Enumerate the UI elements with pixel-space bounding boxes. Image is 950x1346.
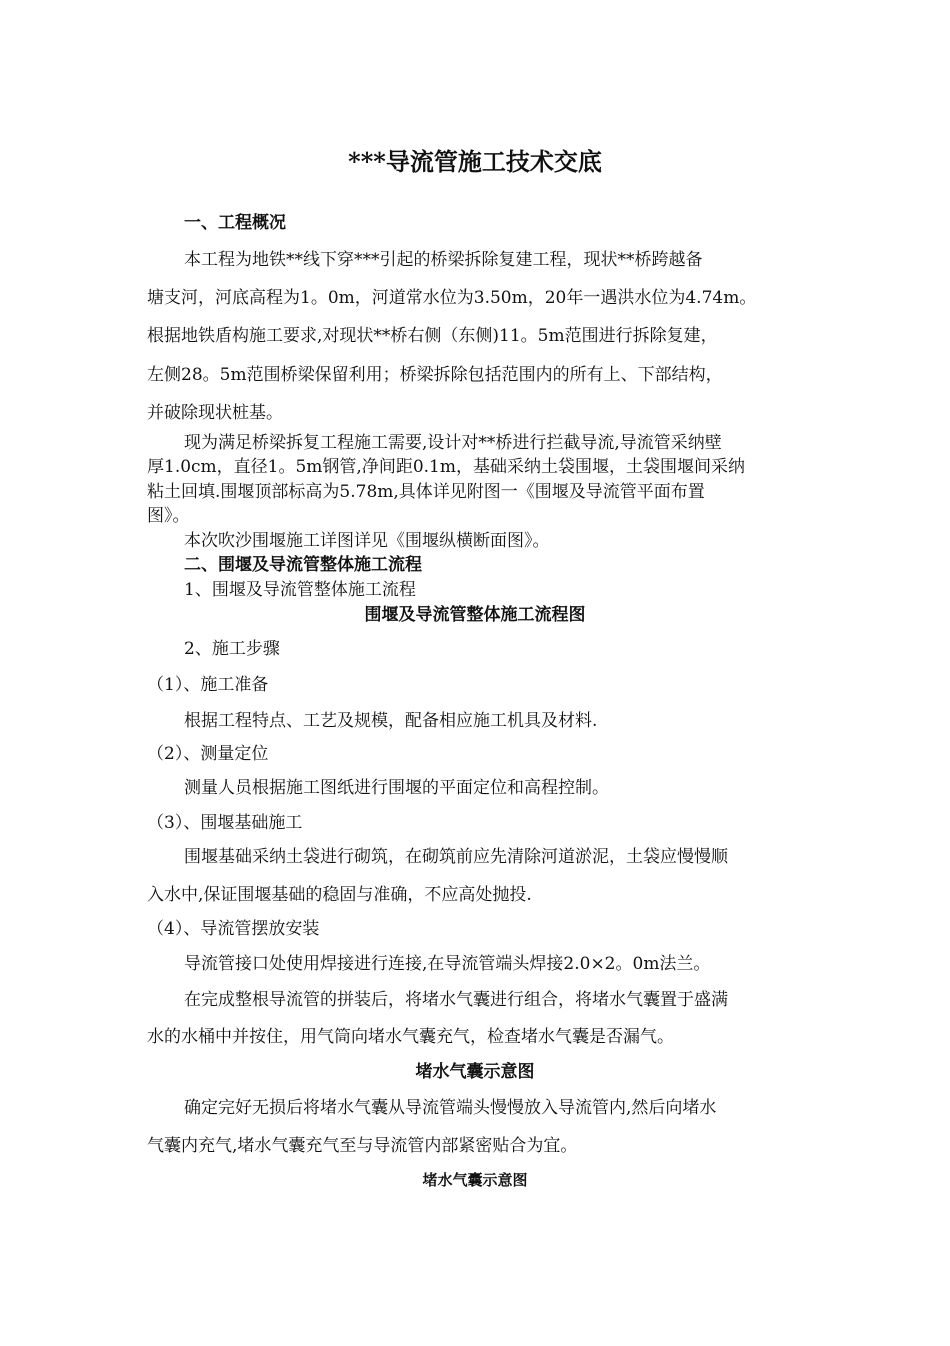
step-title: （2）、测量定位 <box>147 744 269 764</box>
step-text: 气囊内充气,堵水气囊充气至与导流管内部紧密贴合为宜。 <box>147 1136 578 1156</box>
subsection-heading: 1、围堰及导流管整体施工流程 <box>184 580 416 600</box>
step-text: 根据工程特点、工艺及规模，配备相应施工机具及材料. <box>184 711 598 731</box>
step-text: 确定完好无损后将堵水气囊从导流管端头慢慢放入导流管内,然后向堵水 <box>184 1098 717 1118</box>
step-text: 入水中,保证围堰基础的稳固与准确，不应高处抛投. <box>147 885 532 905</box>
step-text: 水的水桶中并按住，用气筒向堵水气囊充气，检查堵水气囊是否漏气。 <box>147 1027 674 1047</box>
figure-caption: 围堰及导流管整体施工流程图 <box>364 605 586 625</box>
paragraph-line: 塘支河，河底高程为1。0m，河道常水位为3.50m，20年一遇洪水位为4.74m。 <box>147 288 757 308</box>
paragraph-line: 现为满足桥梁拆复工程施工需要,设计对**桥进行拦截导流,导流管采纳壁 <box>184 433 722 453</box>
paragraph-line: 根据地铁盾构施工要求,对现状**桥右侧（东侧)11。5m范围进行拆除复建， <box>147 326 718 346</box>
step-text: 围堰基础采纳土袋进行砌筑，在砌筑前应先清除河道淤泥，土袋应慢慢顺 <box>184 847 728 867</box>
document-title: ***导流管施工技术交底 <box>348 147 602 176</box>
figure-caption: 堵水气囊示意图 <box>415 1062 535 1082</box>
section-heading-overview: 一、工程概况 <box>184 213 286 233</box>
paragraph-line: 本次吹沙围堰施工详图详见《围堰纵横断面图》。 <box>184 531 550 551</box>
paragraph-line: 厚1.0cm，直径1。5m钢管,净间距0.1m，基础采纳土袋围堰，土袋围堰间采纳 <box>147 457 745 477</box>
step-title: （3）、围堰基础施工 <box>147 813 303 833</box>
subsection-heading: 2、施工步骤 <box>184 639 280 659</box>
section-heading-process: 二、围堰及导流管整体施工流程 <box>184 555 422 575</box>
paragraph-line: 图》。 <box>147 506 190 526</box>
paragraph-line: 并破除现状桩基。 <box>147 403 283 423</box>
paragraph-line: 粘土回填.围堰顶部标高为5.78m,具体详见附图一《围堰及导流管平面布置 <box>147 482 705 502</box>
paragraph-line: 本工程为地铁**线下穿***引起的桥梁拆除复建工程，现状**桥跨越备 <box>184 250 703 270</box>
paragraph-line: 左侧28。5m范围桥梁保留利用；桥梁拆除包括范围内的所有上、下部结构， <box>147 365 723 385</box>
step-text: 导流管接口处使用焊接进行连接,在导流管端头焊接2.0×2。0m法兰。 <box>184 954 711 974</box>
step-title: （4）、导流管摆放安装 <box>147 919 320 939</box>
figure-caption: 堵水气囊示意图 <box>422 1171 528 1189</box>
step-text: 在完成整根导流管的拼装后，将堵水气囊进行组合，将堵水气囊置于盛满 <box>184 990 728 1010</box>
step-title: （1）、施工准备 <box>147 675 269 695</box>
step-text: 测量人员根据施工图纸进行围堰的平面定位和高程控制。 <box>184 778 609 798</box>
